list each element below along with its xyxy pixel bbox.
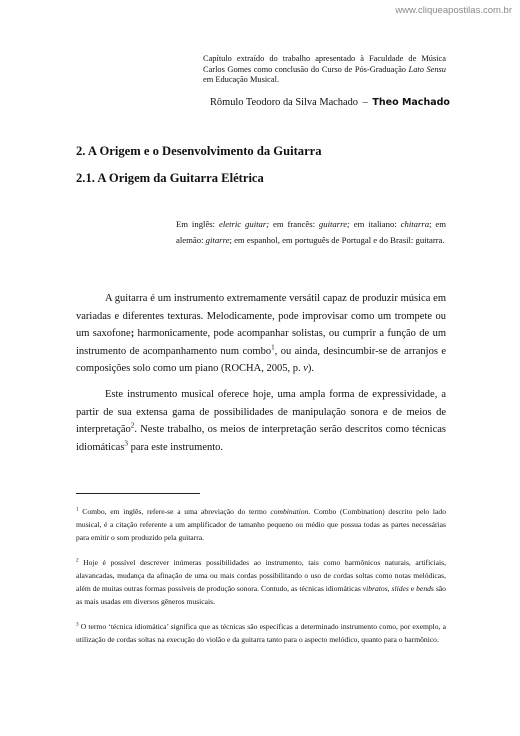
paragraph-text: ). <box>307 363 314 375</box>
paragraph-text: A guitarra é um instrumento extremamente versátil capaz de produzir música em variadas e diferentes texturas. Melodicamente, pode improvisar como um trompete ou um saxofone <box>76 293 446 340</box>
section-heading: 2. A Origem e o Desenvolvimento da Guitarra <box>76 144 322 158</box>
footnote-2 <box>76 556 446 608</box>
footnote-divider <box>76 493 200 494</box>
epigraph-text: Em inglês: <box>176 219 219 229</box>
intro-italic-text: Lato Sensu <box>408 64 446 74</box>
author-dash: – <box>362 97 368 108</box>
paragraph-text: para este instrumento. <box>127 441 224 453</box>
paragraph-bold-semicolon: ; <box>130 328 135 340</box>
epigraph-text: em italiano: <box>349 219 401 229</box>
paragraph-italic: v <box>303 363 308 375</box>
intro-text: Capítulo extraído do trabalho apresentado à Faculdade de Música Carlos Gomes como conclusão do Curso de Pós-Graduação <box>203 54 446 74</box>
epigraph-italic: gitarre <box>205 234 230 245</box>
epigraph-text: ; em espanhol, em português de Portugal e do Brasil: guitarra. <box>229 234 445 245</box>
watermark-url: www.cliqueapostilas.com.br <box>395 5 512 16</box>
paragraph-text: harmonicamente, pode acompanhar solistas, ou cumprir a função de um instrumento de acompanhamento num combo <box>76 328 446 357</box>
footnote-text: são as mais usadas em diversos gêneros musicais. <box>76 584 446 606</box>
footnote-text: Combo, em inglês, refere-se a uma abreviação do termo <box>78 507 271 516</box>
footnote-text: Hoje é possível descrever inúmeras possibilidades ao instrumento, tais como harmônicos naturais, artificiais, alavancadas, mudança da afinação de uma ou mais cordas possibilitando o uso de cordas soltas como notas melódicas, além de muitas outras formas possíveis de produção sonora. Contudo, as técnicas idiomáticas <box>76 558 446 593</box>
author-line <box>210 97 450 108</box>
footnote-ref-2: 2 <box>130 421 135 430</box>
author-name: Rômulo Teodoro da Silva Machado <box>210 97 358 108</box>
footnote-ref-3: 3 <box>124 439 128 448</box>
epigraph-translations <box>176 217 446 249</box>
epigraph-text: ; em alemão: <box>176 219 447 245</box>
footnote-italic: vibratos, slides <box>362 584 409 593</box>
intro-text-end: em Educação Musical. <box>203 75 280 85</box>
footnote-italic: combination <box>270 507 309 516</box>
footnote-number: 3 <box>76 621 79 628</box>
footnote-3 <box>76 620 446 646</box>
paragraph-text: . Neste trabalho, os meios de interpretação serão descritos como técnicas idiomáticas <box>76 424 446 453</box>
chapter-intro-note <box>203 54 446 86</box>
footnote-text: . Combo (Combination) descrito pelo lado musical, é a citação referente a um amplificador de tamanho pequeno ou médio que possua todas as partes necessárias para emitir o som produzido pela guitarra. <box>76 507 446 542</box>
subsection-heading: 2.1. A Origem da Guitarra Elétrica <box>76 171 264 185</box>
footnote-number: 1 <box>76 506 79 513</box>
footnote-text: O termo ‘técnica idiomática’ significa que as técnicas são específicas a determinado instrumento como, por exemplo, a utilização de cordas soltas na execução do violão e da guitarra tanto para o aspecto melódico, quanto para o harmônico. <box>76 622 446 644</box>
body-paragraph-2 <box>76 386 446 456</box>
epigraph-italic: chitarra <box>400 219 430 229</box>
footnote-number: 2 <box>76 557 79 564</box>
footnote-italic: bends <box>416 584 434 593</box>
footnote-text: e <box>408 584 417 593</box>
body-paragraph-1 <box>76 290 446 378</box>
epigraph-italic: guitarre; <box>318 219 350 229</box>
paragraph-text: Este instrumento musical oferece hoje, uma ampla forma de expressividade, a partir de sua extensa gama de possibilidades de manipulação sonora e de meios de interpretação <box>76 389 446 436</box>
epigraph-text: em francês: <box>269 219 319 229</box>
author-nickname: Theo Machado <box>372 97 450 108</box>
footnote-ref-1: 1 <box>271 343 275 352</box>
paragraph-text: , ou ainda, desincumbir-se de arranjos e composições solo como um piano (ROCHA, 2005, p. <box>76 345 446 375</box>
epigraph-italic: eletric guitar; <box>218 219 270 229</box>
footnote-1 <box>76 505 446 544</box>
